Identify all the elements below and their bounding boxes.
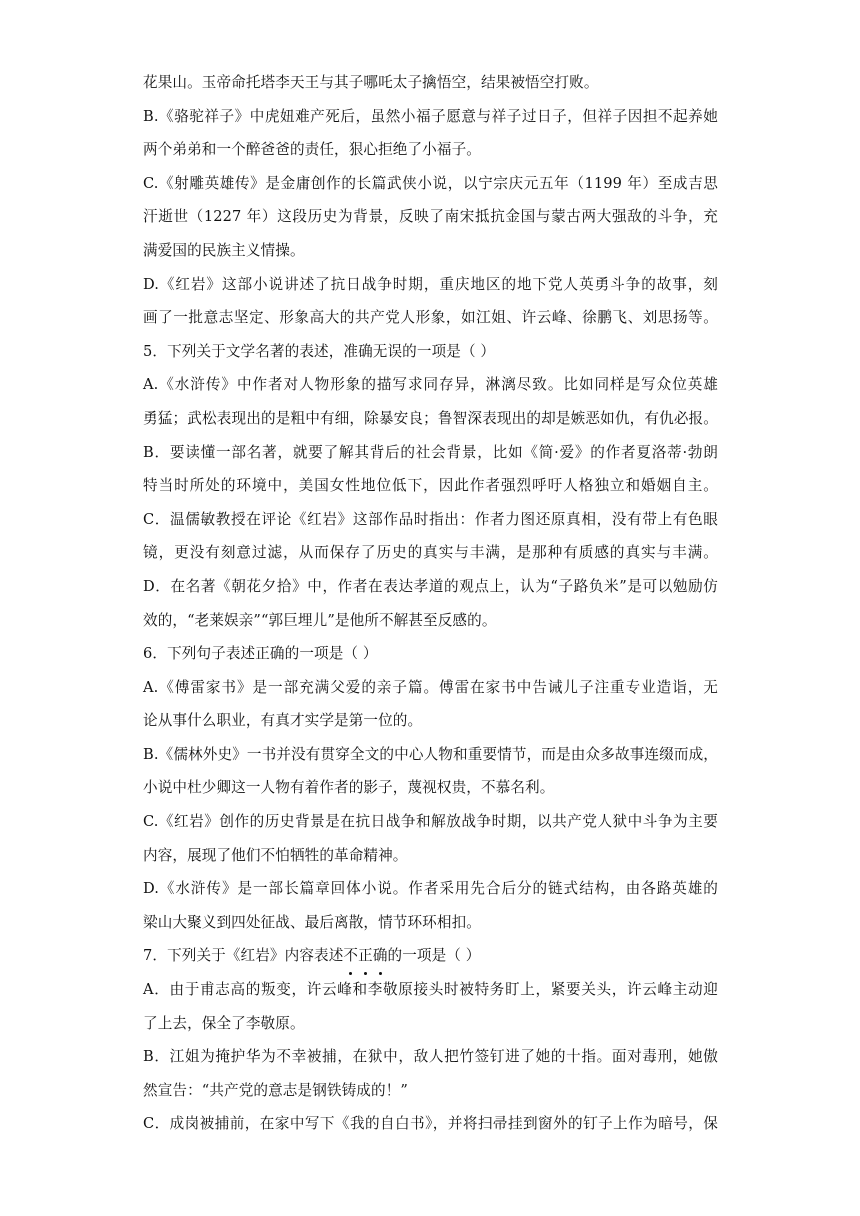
- text-line: B．要读懂一部名著，就要了解其背后的社会背景，比如《简·爱》的作者夏洛蒂·勃朗: [143, 443, 718, 461]
- emphasis-char: 正: [358, 939, 373, 973]
- text-line: 然宣告：“共产党的意志是钢铁铸成的！”: [143, 1081, 408, 1099]
- text-line: 5．下列关于文学名著的表述，准确无误的一项是（ ）: [143, 342, 496, 360]
- text-line: B.《骆驼祥子》中虎妞难产死后，虽然小福子愿意与祥子过日子，但祥子因担不起养她: [143, 107, 718, 125]
- question-7-prefix: 7．下列关于《红岩》内容表述: [143, 947, 344, 965]
- text-line: C．成岗被捕前，在家中写下《我的自白书》，并将扫帚挂到窗外的钉子上作为暗号，保: [143, 1115, 718, 1133]
- question-7-emphasis: [343, 947, 387, 964]
- text-line: C.《射雕英雄传》是金庸创作的长篇武侠小说，以宁宗庆元五年（1199 年）至成吉思: [143, 174, 718, 192]
- text-line: A.《水浒传》中作者对人物形象的描写求同存异，淋漓尽致。比如同样是写众位英雄: [143, 376, 718, 394]
- text-line: A．由于甫志高的叛变，许云峰和李敬原接头时被特务盯上，紧要关头，许云峰主动迎: [143, 981, 718, 999]
- text-line: 画了一批意志坚定、形象高大的共产党人形象，如江姐、许云峰、徐鹏飞、刘思扬等。: [143, 309, 718, 327]
- text-line: 效的，“老莱娱亲”“郭巨埋儿”是他所不解甚至反感的。: [143, 611, 497, 629]
- text-line: 镜，更没有刻意过滤，从而保存了历史的真实与丰满，是那种有质感的真实与丰满。: [143, 544, 718, 562]
- text-line: 勇猛；武松表现出的是粗中有细，除暴安良；鲁智深表现出的却是嫉恶如仇，有仇必报。: [143, 409, 718, 427]
- text-line: D.《水浒传》是一部长篇章回体小说。作者采用先合后分的链式结构，由各路英雄的: [143, 880, 718, 898]
- text-line: 论从事什么职业，有真才实学是第一位的。: [143, 712, 423, 730]
- text-line: 汗逝世（1227 年）这段历史为背景，反映了南宋抵抗金国与蒙古两大强敌的斗争，充: [143, 208, 718, 226]
- text-line: 两个弟弟和一个醉爸爸的责任，狠心拒绝了小福子。: [143, 141, 481, 159]
- text-line: D．在名著《朝花夕拾》中，作者在表达孝道的观点上，认为“子路负米”是可以勉励仿: [143, 577, 718, 595]
- text-line: C．温儒敏教授在评论《红岩》这部作品时指出：作者力图还原真相，没有带上有色眼: [143, 510, 718, 528]
- text-line: 内容，展现了他们不怕牺牲的革命精神。: [143, 846, 408, 864]
- question-7-stem: [143, 939, 718, 973]
- emphasis-char: 不: [343, 939, 358, 973]
- text-line: 小说中杜少卿这一人物有着作者的影子，蔑视权贵，不慕名利。: [143, 779, 555, 797]
- text-line: 6．下列句子表述正确的一项是（ ）: [143, 645, 378, 663]
- text-line: B.《儒林外史》一书并没有贯穿全文的中心人物和重要情节，而是由众多故事连缀而成，: [143, 745, 718, 763]
- text-line: 特当时所处的环境中，美国女性地位低下，因此作者强烈呼吁人格独立和婚姻自主。: [143, 477, 718, 495]
- text-block-after-q7: [143, 973, 718, 1141]
- text-block-before-q7: [143, 66, 718, 939]
- text-line: C.《红岩》创作的历史背景是在抗日战争和解放战争时期，以共产党人狱中斗争为主要: [143, 813, 718, 831]
- text-line: A.《傅雷家书》是一部充满父爱的亲子篇。傅雷在家书中告诫儿子注重专业造诣，无: [143, 678, 718, 696]
- text-line: 满爱国的民族主义情操。: [143, 241, 305, 259]
- text-line: 了上去，保全了李敬原。: [143, 1014, 305, 1032]
- text-line: 花果山。玉帝命托塔李天王与其子哪吒太子擒悟空，结果被悟空打败。: [143, 74, 599, 91]
- emphasis-char: 确: [373, 939, 388, 973]
- text-line: D.《红岩》这部小说讲述了抗日战争时期，重庆地区的地下党人英勇斗争的故事，刻: [143, 275, 718, 293]
- text-line: B．江姐为掩护华为不幸被捕，在狱中，敌人把竹签钉进了她的十指。面对毒刑，她傲: [143, 1048, 718, 1066]
- document-page: [143, 66, 718, 1141]
- text-line: 梁山大聚义到四处征战、最后离散，情节环环相扣。: [143, 913, 481, 931]
- question-7-suffix: 的一项是（ ）: [387, 947, 481, 965]
